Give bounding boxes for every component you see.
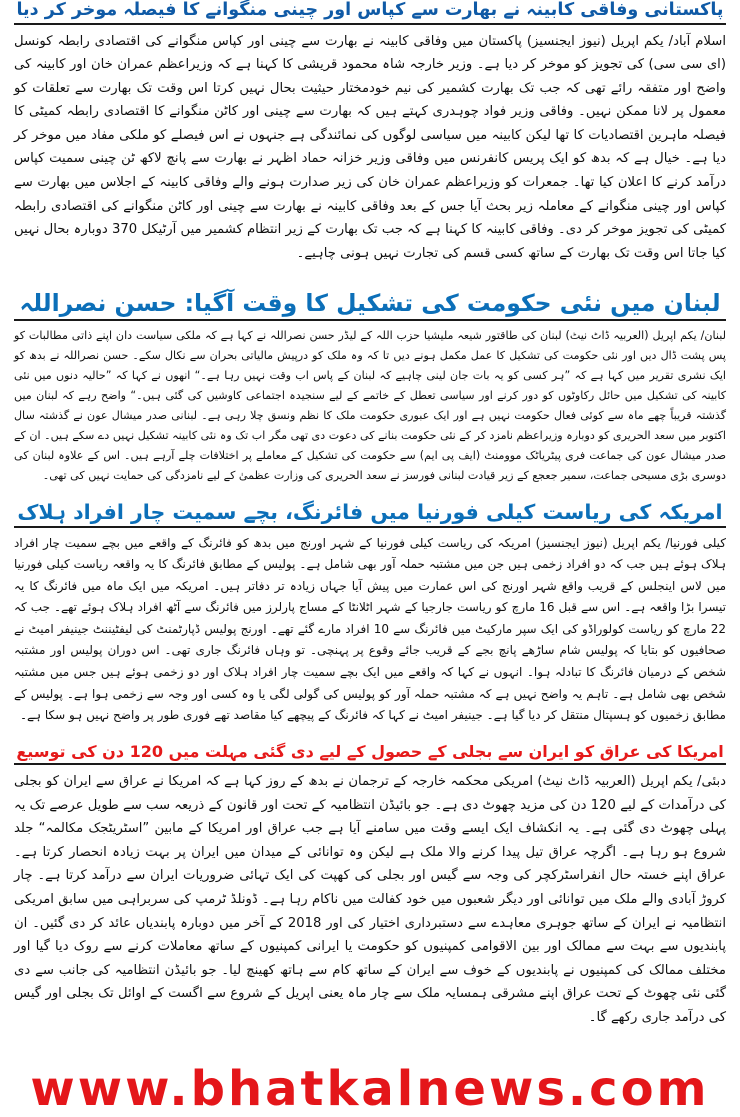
news-story-iraq-iran-electricity — [14, 744, 726, 1030]
headline: لبنان میں نئی حکومت کی تشکیل کا وقت آگیا: حسن نصراللہ — [19, 289, 721, 317]
news-story-lebanon-government — [14, 289, 726, 486]
news-story-pakistan-cabinet — [14, 2, 726, 265]
headline: پاکستانی وفاقی کابینہ نے بھارت سے کپاس اور چینی منگوانے کا فیصلہ موخر کر دیا — [16, 0, 724, 20]
article-body: لبنان/ یکم اپریل (العربیہ ڈاٹ نیٹ) لبنان کی طاقتور شیعہ ملیشیا حزب اللہ کے لیڈر حسن نصراللہ نے کہا ہے کہ ملکی سیاست دان اپنے ذاتی مطالبات کو پس پشت ڈال دیں اور نئی حکومت کی تشکیل کا عمل مکمل ہونے دیں تا کہ وہ ملک کو درپیش مالیاتی بحران سے نکال سکے۔ حسن نصراللہ نے بدھ کو ایک نشری تقریر میں کہا ہے کہ ”ہر کسی کو یہ بات جان لینی چاہیے کہ لبنان کے پاس اب وقت نہیں رہا ہے۔“ انھوں نے کہا کہ ”حالیہ دنوں میں نئی کابینہ کی تشکیل میں حائل رکاوٹوں کو دور کرنے اور سیاسی تعطل کے خاتمے کے لیے سنجیدہ اجتماعی کاوشیں کی گئی ہیں۔“ واضح رہے کہ لبنان میں گذشتہ قریباً چھے ماہ سے کوئی فعال حکومت نہیں ہے اور ایک عبوری حکومت ملک کا نظم ونسق چلا رہی ہے۔ لبنانی صدر میشال عون نے گذشتہ سال اکتوبر میں سعد الحریری کو دوبارہ وزیراعظم نامزد کر کے نئی حکومت بنانے کی دعوت دی تھی مگر اب تک وہ نئی کابینہ تشکیل نہیں دے سکے ہیں۔ ان کے صدر میشال عون کی جماعت فری پیٹریاٹک موومنٹ (ایف پی ایم) سے حکومت کی تشکیل کے معاملے پر اختلافات چلے آرہے ہیں۔ اس کے علاوہ لبنان کی دوسری بڑی مسیحی جماعت، سمیر جعجع کے زیر قیادت لبنانی فورسز نے سعد الحریری کی وزارت عظمیٰ کے لیے نامزدگی کی حمایت نہیں کی تھی۔ — [14, 328, 726, 483]
divider — [14, 23, 726, 25]
headline: امریکا کی عراق کو ایران سے بجلی کے حصول کے لیے دی گئی مہلت میں 120 دن کی توسیع — [16, 742, 724, 761]
website-footer: www.bhatkalnews.com — [30, 1061, 710, 1117]
article-body: اسلام آباد/ یکم اپریل (نیوز ایجنسیز) پاکستان میں وفاقی کابینہ نے بھارت سے چینی اور کپاس منگوانے کی اقتصادی رابطہ کونسل (ای سی سی) کی تجویز کو موخر کر دیا ہے۔ وزیر خارجہ شاہ محمود قریشی کا کہنا ہے کہ وزیراعظم عمران خان اور کابینہ کی واضح اور متفقہ رائے تھی کہ جب تک بھارت کشمیر کی نیم خودمختار حیثیت بحال نہیں کرتا اس وقت تک بھارت سے تعلقات کو معمول پر لانا ممکن نہیں۔ وفاقی وزیر فواد چوہدری کہتے ہیں کہ بھارت سے چینی اور کاٹن منگوانے کا اقتصادی رابطہ کمیٹی کا فیصلہ ماہرین اقتصادیات کا تھا لیکن کابینہ میں سیاسی لوگوں کی نمائندگی ہے جنہوں نے اس فیصلے کو ملکی مفاد میں موخر کر دیا ہے۔ خیال ہے کہ بدھ کو ایک پریس کانفرنس میں وفاقی وزیر خزانہ حماد اظہر نے بھارت سے پانچ لاکھ ٹن چینی سمیت کپاس درآمد کرنے کا اعلان کیا تھا۔ جمعرات کو وزیراعظم عمران خان کی زیر صدارت ہونے والے وفاقی کابینہ کے اجلاس میں بھارت سے کپاس اور چینی منگوانے کے معاملہ زیر بحث آیا جس کے بعد وفاقی کابینہ نے بھارت سے چینی اور کاٹن منگوانے کی اقتصادی رابطہ کمیٹی کی تجویز موخر کر دی۔ وفاقی کابینہ کا کہنا ہے کہ جب تک بھارت کے زیر انتظام کشمیر میں آرٹیکل 370 دوبارہ بحال نہیں کیا جاتا اس وقت تک بھارت کے ساتھ کسی قسم کی تجارت نہیں ہونی چاہیے۔ — [14, 33, 726, 261]
headline: امریکہ کی ریاست کیلی فورنیا میں فائرنگ، بچے سمیت چار افراد ہلاک — [17, 500, 723, 524]
divider — [14, 319, 726, 321]
article-body: کیلی فورنیا/ یکم اپریل (نیوز ایجنسیز) امریکہ کی ریاست کیلی فورنیا کے شہر اورنج میں بدھ کو فائرنگ کے واقعے میں بچے سمیت چار افراد ہلاک ہوئے ہیں جب کہ دو افراد زخمی ہیں جن میں مشتبہ حملہ آور بھی شامل ہے۔ پولیس کے مطابق فائرنگ کا یہ واقعہ ریاست کیلی فورنیا میں لاس اینجلس کے قریب واقع شہر اورنج کی اس عمارت میں پیش آیا جہاں زیادہ تر دفاتر ہیں۔ امریکہ میں ایک ماہ میں فائرنگ کا یہ تیسرا بڑا واقعہ ہے۔ اس سے قبل 16 مارچ کو ریاست جارجیا کے شہر اٹلانٹا کے مساج پارلرز میں فائرنگ سے آٹھ افراد ہلاک ہوئے تھے۔ جب کہ 22 مارچ کو ریاست کولوراڈو کی ایک سپر مارکیٹ میں فائرنگ سے 10 افراد مارے گئے تھے۔ اورنج پولیس ڈپارٹمنٹ کی لیفٹیننٹ جینیفر امیٹ نے صحافیوں کو بتایا کہ پولیس شام ساڑھے پانچ بجے کے قریب جائے وقوع پر پہنچی۔ تو وہاں فائرنگ جاری تھی۔ اس دوران پولیس اور مشتبہ شخص کے درمیان فائرنگ کا تبادلہ ہوا۔ انہوں نے کہا کہ واقعے میں ایک بچے سمیت چار افراد ہلاک اور دو زخمی ہوئے ہیں جس میں مشتبہ شخص بھی شامل ہے۔ تاہم یہ واضح نہیں ہے کہ مشتبہ حملہ آور کو پولیس کی گولی لگی یا وہ کسی اور وجہ سے زخمی ہوا ہے۔ پولیس کے مطابق زخمیوں کو ہسپتال منتقل کر دیا گیا ہے۔ جینیفر امیٹ نے کہا کہ فائرنگ کے پیچھے کیا مقاصد تھے فوری طور پر واضح نہیں ہو سکا ہے۔ — [14, 535, 726, 723]
news-story-california-shooting — [14, 502, 726, 727]
divider — [14, 763, 726, 765]
divider — [14, 526, 726, 528]
article-body: دبئی/ یکم اپریل (العربیہ ڈاٹ نیٹ) امریکی محکمہ خارجہ کے ترجمان نے بدھ کے روز کہا ہے کہ امریکا نے عراق سے ایران کو بجلی کی درآمدات کے لیے 120 دن کی مزید چھوٹ دی ہے۔ جو بائیڈن انتظامیہ کے تحت اور قانون کے ذریعہ سب سے طویل عرصے تک یہ پہلی چھوٹ دی گئی ہے۔ یہ انکشاف ایک ایسے وقت میں سامنے آیا ہے جب عراق اور امریکا کے مابین ”اسٹریٹجک مکالمہ“ جلد شروع ہو رہا ہے۔ اگرچہ عراق تیل پیدا کرنے والا ملک ہے لیکن وہ توانائی کے میدان میں ایران پر بہت زیادہ انحصار کرتا ہے۔ عراق اپنے خستہ حال انفراسٹرکچر کی وجہ سے گیس اور بجلی کی کھپت کی ایک تہائی ضروریات ایران سے درآمد کرتا ہے۔ چار کروڑ آبادی والے ملک میں توانائی اور دیگر شعبوں میں خود کفالت میں ناکام رہا ہے۔ ڈونلڈ ٹرمپ کی سربراہی میں سابق امریکی انتظامیہ نے ایران کے ساتھ جوہری معاہدے سے دستبرداری اختیار کی اور 2018 کے آخر میں دوبارہ پابندیاں عائد کر دی گئیں۔ ان پابندیوں سے بہت سے ممالک اور بین الاقوامی کمپنیوں کو حکومت یا ایرانی کمپنیوں کے ساتھ معاملات کرنے سے روک دیا گیا اور مختلف ممالک کی کمپنیوں نے پابندیوں کے خوف سے ایران کے ساتھ کام سے ہاتھ کھینچ لیا۔ جو بائیڈن انتظامیہ کی جانب سے دی گئی نئی چھوٹ کے تحت عراق اپنے مشرقی ہمسایہ ملک سے چار ماہ یعنی اپریل کے شروع سے اگست کے اوائل تک بجلی اور گیس کی درآمد جاری رکھے گا۔ — [14, 774, 726, 1025]
